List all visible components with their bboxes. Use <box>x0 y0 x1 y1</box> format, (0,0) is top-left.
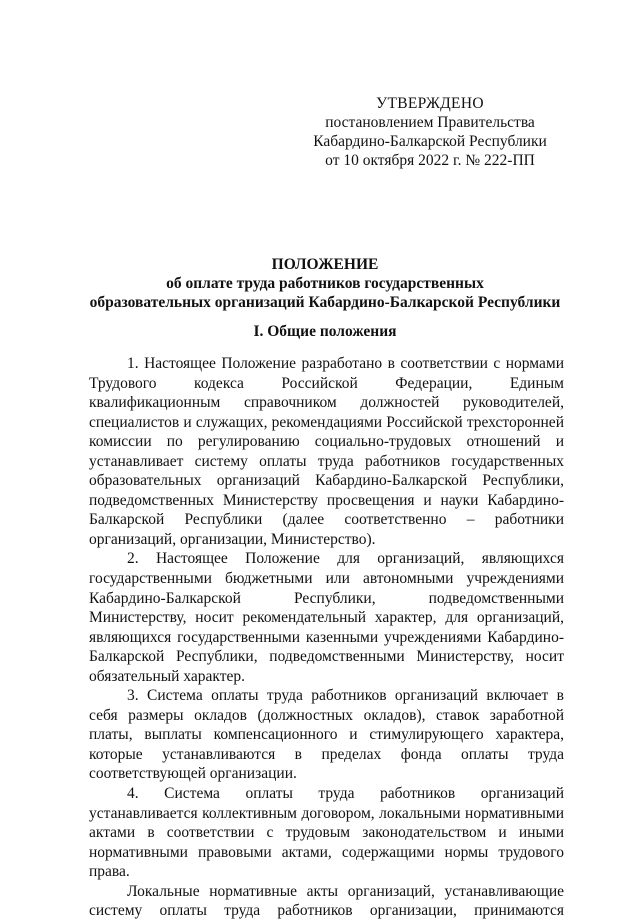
document-subtitle-line: об оплате труда работников государственных <box>166 275 484 292</box>
paragraph-2: 2. Настоящее Положение для организаций, являющихся государственными бюджетными или автономными учреждениями Кабардино-Балкарской Республики, подведомственными Министерству, носит рекомендательный характер, для организаций, являющихся государственными казенными учреждениями Кабардино-Балкарской Республики, подведомственными Министерству, носит обязательный характер. <box>89 550 564 685</box>
approval-line: Кабардино-Балкарской Республики <box>313 133 547 150</box>
approval-stamp <box>300 94 560 170</box>
approval-date-line: от 10 октября 2022 г. № 222-ПП <box>325 152 535 169</box>
approval-title: УТВЕРЖДЕНО <box>376 95 484 112</box>
approval-line: постановлением Правительства <box>325 114 535 131</box>
document-subtitle-line: образовательных организаций Кабардино-Балкарской Республики <box>89 294 561 311</box>
paragraph-3: 3. Система оплаты труда работников организаций включает в себя размеры окладов (должностных окладов), ставок заработной платы, выплаты компенсационного и стимулирующего характера, которые устанавливаются в пределах фонда оплаты труда соответствующей организации. <box>89 687 564 783</box>
document-title: ПОЛОЖЕНИЕ <box>271 256 379 273</box>
paragraph-5: Локальные нормативные акты организаций, устанавливающие систему оплаты труда работников организации, принимаются <box>89 882 564 920</box>
paragraph-4: 4. Система оплаты труда работников организаций устанавливается коллективным договором, локальными нормативными актами в соответствии с трудовым законодательством и иными нормативными правовыми актами, содержащими нормы трудового права. <box>89 785 564 881</box>
document-title-block <box>60 255 590 312</box>
section-title: I. Общие положения <box>253 323 397 340</box>
document-body <box>89 354 564 921</box>
paragraph-1: 1. Настоящее Положение разработано в соответствии с нормами Трудового кодекса Российской Федерации, Единым квалификационным справочником должностей руководителей, специалистов и служащих, рекомендациями Российской трехсторонней комиссии по регулированию социально-трудовых отношений и устанавливает систему оплаты труда работников государственных образовательных организаций Кабардино-Балкарской Республики, подведомственных Министерству просвещения и науки Кабардино-Балкарской Республики (далее соответственно – работники организаций, организации, Министерство). <box>89 355 564 548</box>
